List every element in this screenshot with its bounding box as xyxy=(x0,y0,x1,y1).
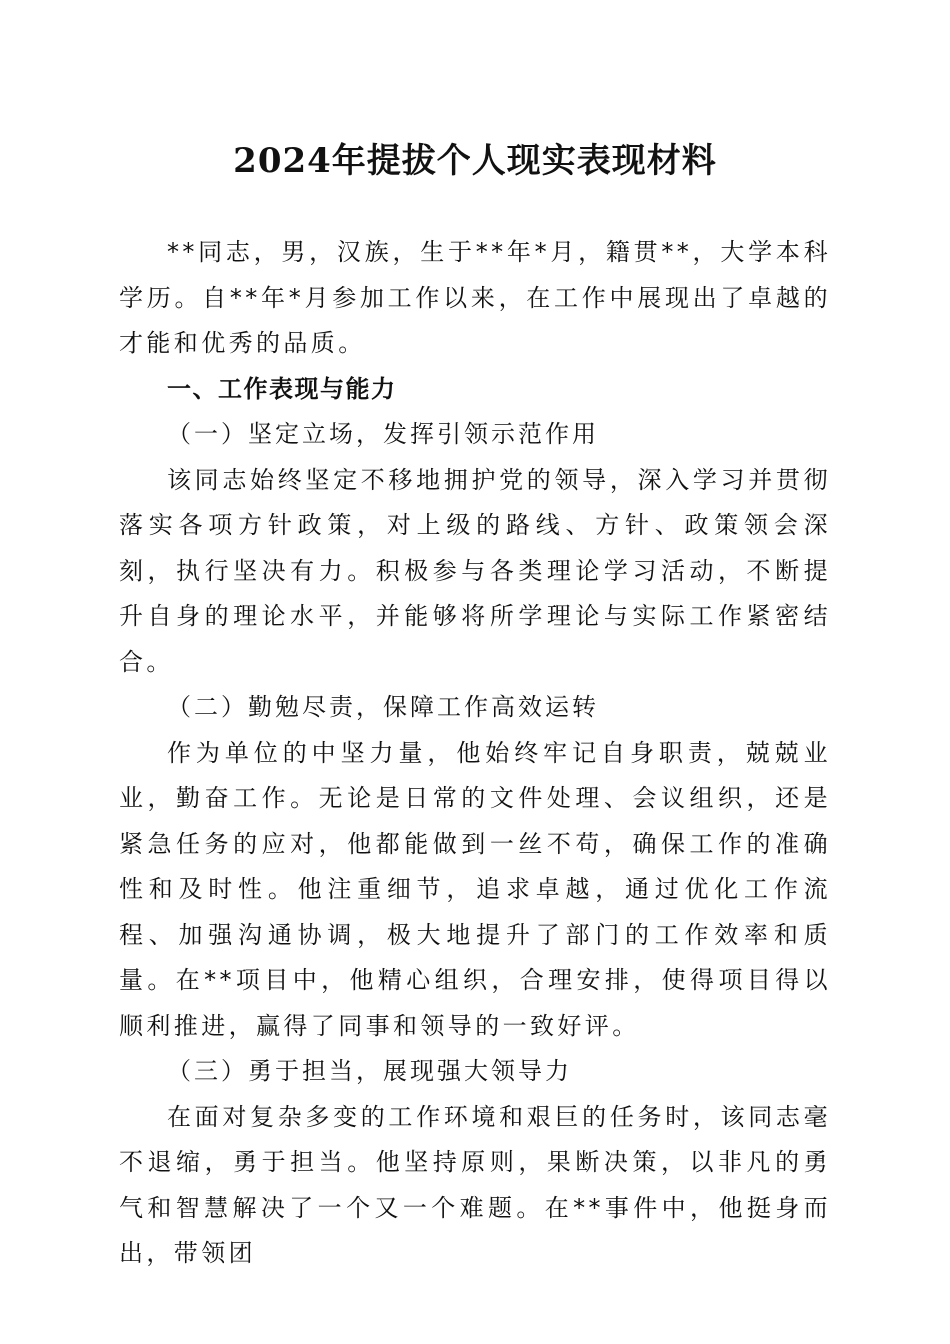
subsection-heading-1: （一）坚定立场，发挥引领示范作用 xyxy=(167,420,599,448)
intro-paragraph: **同志，男，汉族，生于**年*月，籍贯**，大学本科学历。自**年*月参加工作以来，在工作中展现出了卓越的才能和优秀的品质。 xyxy=(119,238,831,357)
document-title: 2024年提拔个人现实表现材料 xyxy=(233,141,717,181)
subsection-1-paragraph: 该同志始终坚定不移地拥护党的领导，深入学习并贯彻落实各项方针政策，对上级的路线、方针、政策领会深刻，执行坚决有力。积极参与各类理论学习活动，不断提升自身的理论水平，并能够将所学理论与实际工作紧密结合。 xyxy=(119,465,831,676)
subsection-heading-3: （三）勇于担当，展现强大领导力 xyxy=(167,1057,572,1085)
subsection-2-paragraph: 作为单位的中坚力量，他始终牢记自身职责，兢兢业业，勤奋工作。无论是日常的文件处理、会议组织，还是紧急任务的应对，他都能做到一丝不苟，确保工作的准确性和及时性。他注重细节，追求卓越，通过优化工作流程、加强沟通协调，极大地提升了部门的工作效率和质量。在**项目中，他精心组织，合理安排，使得项目得以顺利推进，赢得了同事和领导的一致好评。 xyxy=(119,738,831,1040)
subsection-heading-2: （二）勤勉尽责，保障工作高效运转 xyxy=(167,693,599,721)
subsection-3-paragraph: 在面对复杂多变的工作环境和艰巨的任务时，该同志毫不退缩，勇于担当。他坚持原则，果断决策，以非凡的勇气和智慧解决了一个又一个难题。在**事件中，他挺身而出，带领团 xyxy=(119,1102,831,1267)
document-body xyxy=(119,230,831,1277)
section-heading-work-performance: 一、工作表现与能力 xyxy=(167,374,397,403)
